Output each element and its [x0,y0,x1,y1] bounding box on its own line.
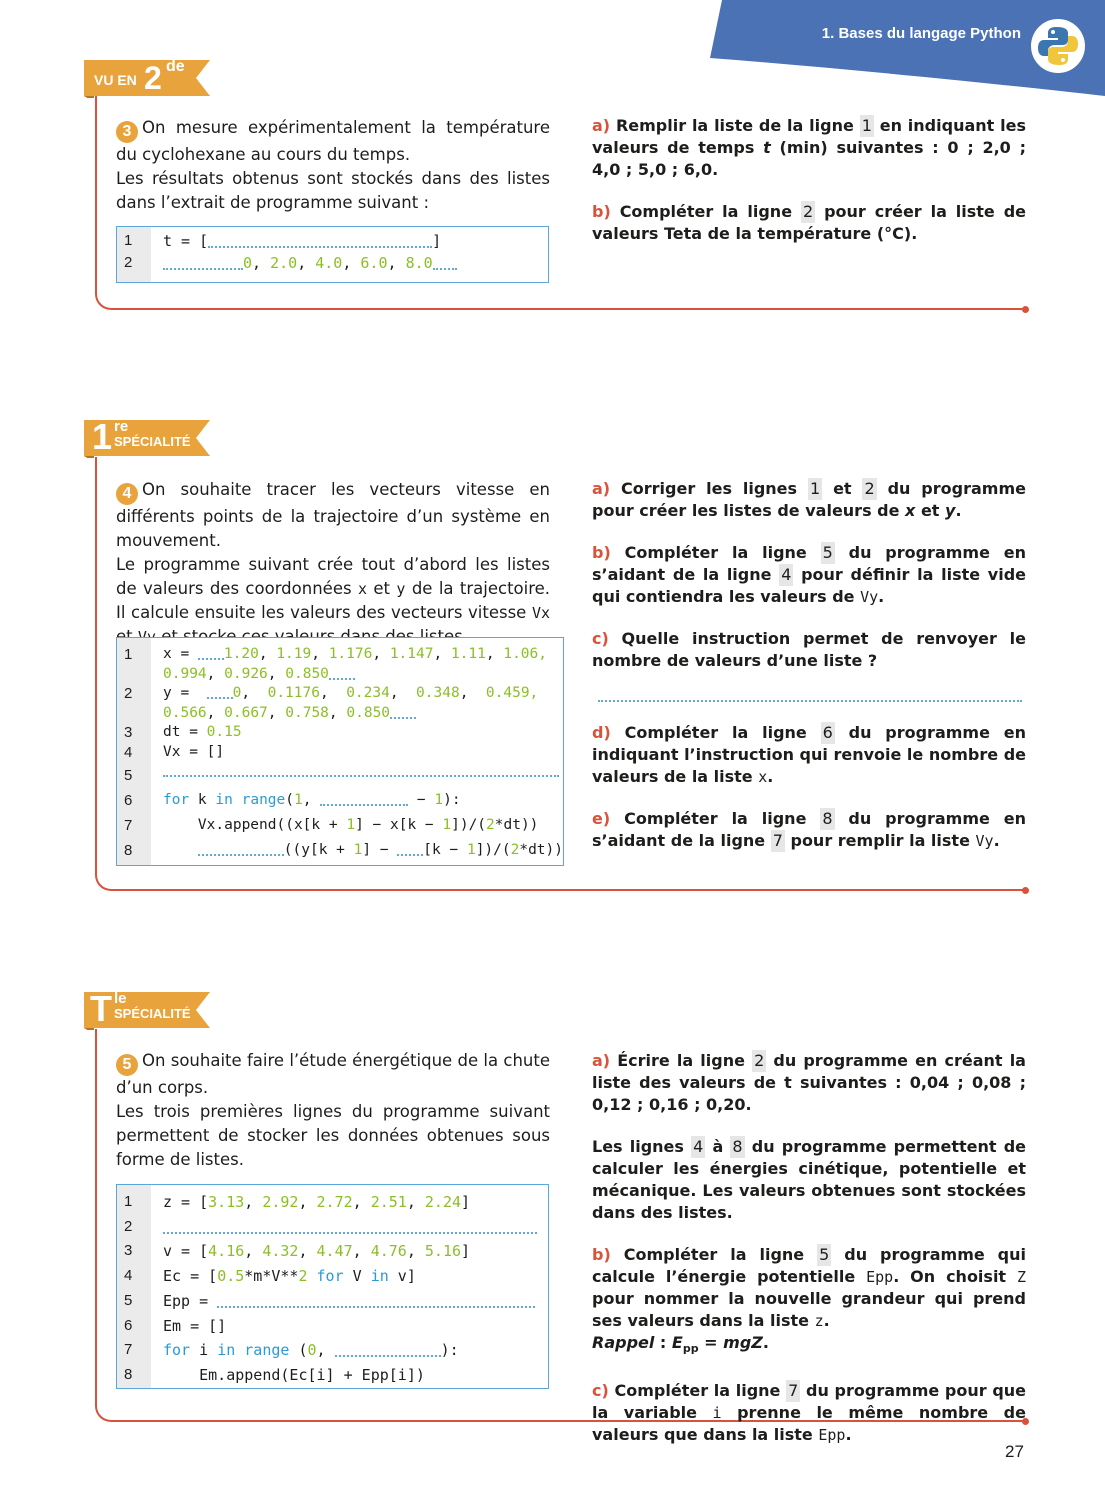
code-line: 3 v = [4.16, 4.32, 4.47, 4.76, 5.16] [124,1242,471,1261]
blank-field[interactable] [198,841,284,856]
frame-dot [1022,306,1029,313]
code-box-ex5 [116,1184,549,1389]
code-line: 1 x = 1.20, 1.19, 1.176, 1.147, 1.11, 1.06, [124,646,547,663]
code-line: 2 0, 2.0, 4.0, 6.0, 8.0 [117,254,548,272]
question-a: a) Écrire la ligne 2 du programme en créant la liste des valeurs de t suivantes : 0,04 ; 0,08 ; 0,12 ; 0,16 ; 0,20. [592,1051,1026,1114]
code-line: 1 t = [ ] [124,232,442,250]
intro-text: On mesure expérimentalement la température du cyclohexane au cours du temps. [116,118,550,164]
blank-field[interactable] [198,645,224,660]
code-box-ex3 [116,226,549,283]
blank-field[interactable] [433,255,457,270]
question-b: b) Compléter la ligne 5 du programme qui calcule l’énergie potentielle Epp. On choisit Z pour nommer la nouvelle grandeur qui prend ses valeurs dans la liste z. Rappel : $E_{pp}$ = mgZ. [592,1245,1026,1356]
blank-field[interactable] [390,704,416,719]
exercise-4-questions [592,478,1026,872]
exercise-3-questions [592,115,1026,265]
blank-field[interactable] [208,233,432,248]
badge-letter: T [90,988,112,1029]
question-b: b) Compléter la ligne 5 du programme en s’aidant de la ligne 4 pour définir la liste vide qui contiendra les valeurs de Vy. [592,543,1027,606]
code-line: 4 Ec = [0.5*m*V**2 for V in v] [124,1267,416,1286]
blank-field[interactable] [207,684,233,699]
blank-field[interactable] [320,791,408,806]
intro-text: Les résultats obtenus sont stockés dans des listes dans l’extrait de programme suivant : [116,169,550,212]
code-line: 1 z = [3.13, 2.92, 2.72, 2.51, 2.24] [124,1193,471,1211]
blank-field[interactable] [163,255,243,270]
code-line: 4 Vx = [] [124,743,225,761]
paragraph-energies: Les lignes 4 à 8 du programme permettent de calculer les énergies cinétique, potentielle et mécanique. Les valeurs obtenues sont stockées dans des listes. [592,1137,1026,1222]
page-number: 27 [1005,1442,1024,1461]
question-c: c) Compléter la ligne 7 du programme pour que la variable i prenne le même nombre de valeurs que dans la liste Epp. [592,1381,1027,1445]
blank-field[interactable] [163,762,559,777]
badge-tle-specialite [84,990,210,1030]
question-d: d) Compléter la ligne 6 du programme en indiquant l’instruction qui renvoie le nombre de valeurs de la liste x. [592,723,1027,786]
question-b: b) Compléter la ligne 2 pour créer la liste de valeurs Teta de la température (°C). [592,202,1027,243]
badge-1re-specialite [84,418,210,458]
code-line: 6 for k in range(1, − 1): [124,792,461,809]
question-a: a) Corriger les lignes 1 et 2 du programme pour créer les listes de valeurs de x et y. [592,479,1026,520]
code-line: 8 Em.append(Ec[i] + Epp[i]) [124,1365,425,1384]
code-line: 2 [117,1215,548,1240]
exercise-5-intro: 5 On souhaite faire l’étude énergétique de la chute d’un corps. Les trois premières lignes du programme suivant permettent de stocker les données obtenues sous forme de listes. [116,1051,550,1169]
blank-field[interactable] [217,1293,535,1308]
badge-number: 2 [144,60,162,96]
question-e: e) Compléter la ligne 8 du programme en s’aidant de la ligne 7 pour remplir la liste Vy. [592,809,1026,850]
code-line: 0.994, 0.926, 0.850 [117,665,563,685]
exercise-3-intro [116,116,550,215]
exercise-number: 5 [116,1054,138,1076]
question-a: a) Remplir la liste de la ligne 1 en indiquant les valeurs de temps t (min) suivantes : 0 ; 2,0 ; 4,0 ; 5,0 ; 6,0. [592,116,1026,179]
badge-sub: SPÉCIALITÉ [114,1006,191,1021]
answer-line[interactable] [598,680,1022,702]
exercise-4-intro: 4 On souhaite tracer les vecteurs vitesse en différents points de la trajectoire d’un système en mouvement. Le programme suivant crée tout d’abord les listes de valeurs des coordonnées x et y de la trajectoire. Il calcule ensuite les valeurs des vecteurs vitesse Vx [116,480,551,622]
python-logo-icon [1030,18,1086,74]
code-line: 2 y = 0, 0.1176, 0.234, 0.348, 0.459, [124,685,539,702]
blank-field[interactable] [329,665,355,680]
code-line: 8 ((y[k + 1] − [k − 1])/(2*dt)) [124,842,563,859]
code-box-ex4 [116,637,564,866]
code-line: 5 Epp = [117,1289,548,1314]
badge-sup: re [114,418,129,435]
badge-number: 1 [92,416,113,457]
code-line: 7 Vx.append((x[k + 1] − x[k − 1])/(2*dt)) [124,817,539,834]
exercise-number: 3 [116,121,138,143]
badge-sup: le [114,990,127,1007]
badge-label: VU EN [94,72,137,88]
blank-field[interactable] [335,1342,441,1357]
code-line: 3 dt = 0.15 [124,724,242,741]
blank-field[interactable] [397,841,423,856]
question-c: c) Quelle instruction permet de renvoyer le nombre de valeurs d’une liste ? [592,629,1026,670]
chapter-title: 1. Bases du langage Python [821,25,1021,42]
badge-sub: SPÉCIALITÉ [114,434,191,449]
badge-vu-en-2de [84,58,210,98]
exercise-number: 4 [116,483,138,505]
code-line: 5 [117,762,563,787]
exercise-5-questions [592,1050,1026,1466]
badge-sup: de [166,58,185,75]
code-line: 0.566, 0.667, 0.758, 0.850 [117,704,563,724]
frame-dot [1022,887,1029,894]
blank-field[interactable] [163,1219,537,1234]
code-line: 7 for i in range (0, ): [124,1341,459,1360]
code-line: 6 Em = [] [124,1316,227,1335]
